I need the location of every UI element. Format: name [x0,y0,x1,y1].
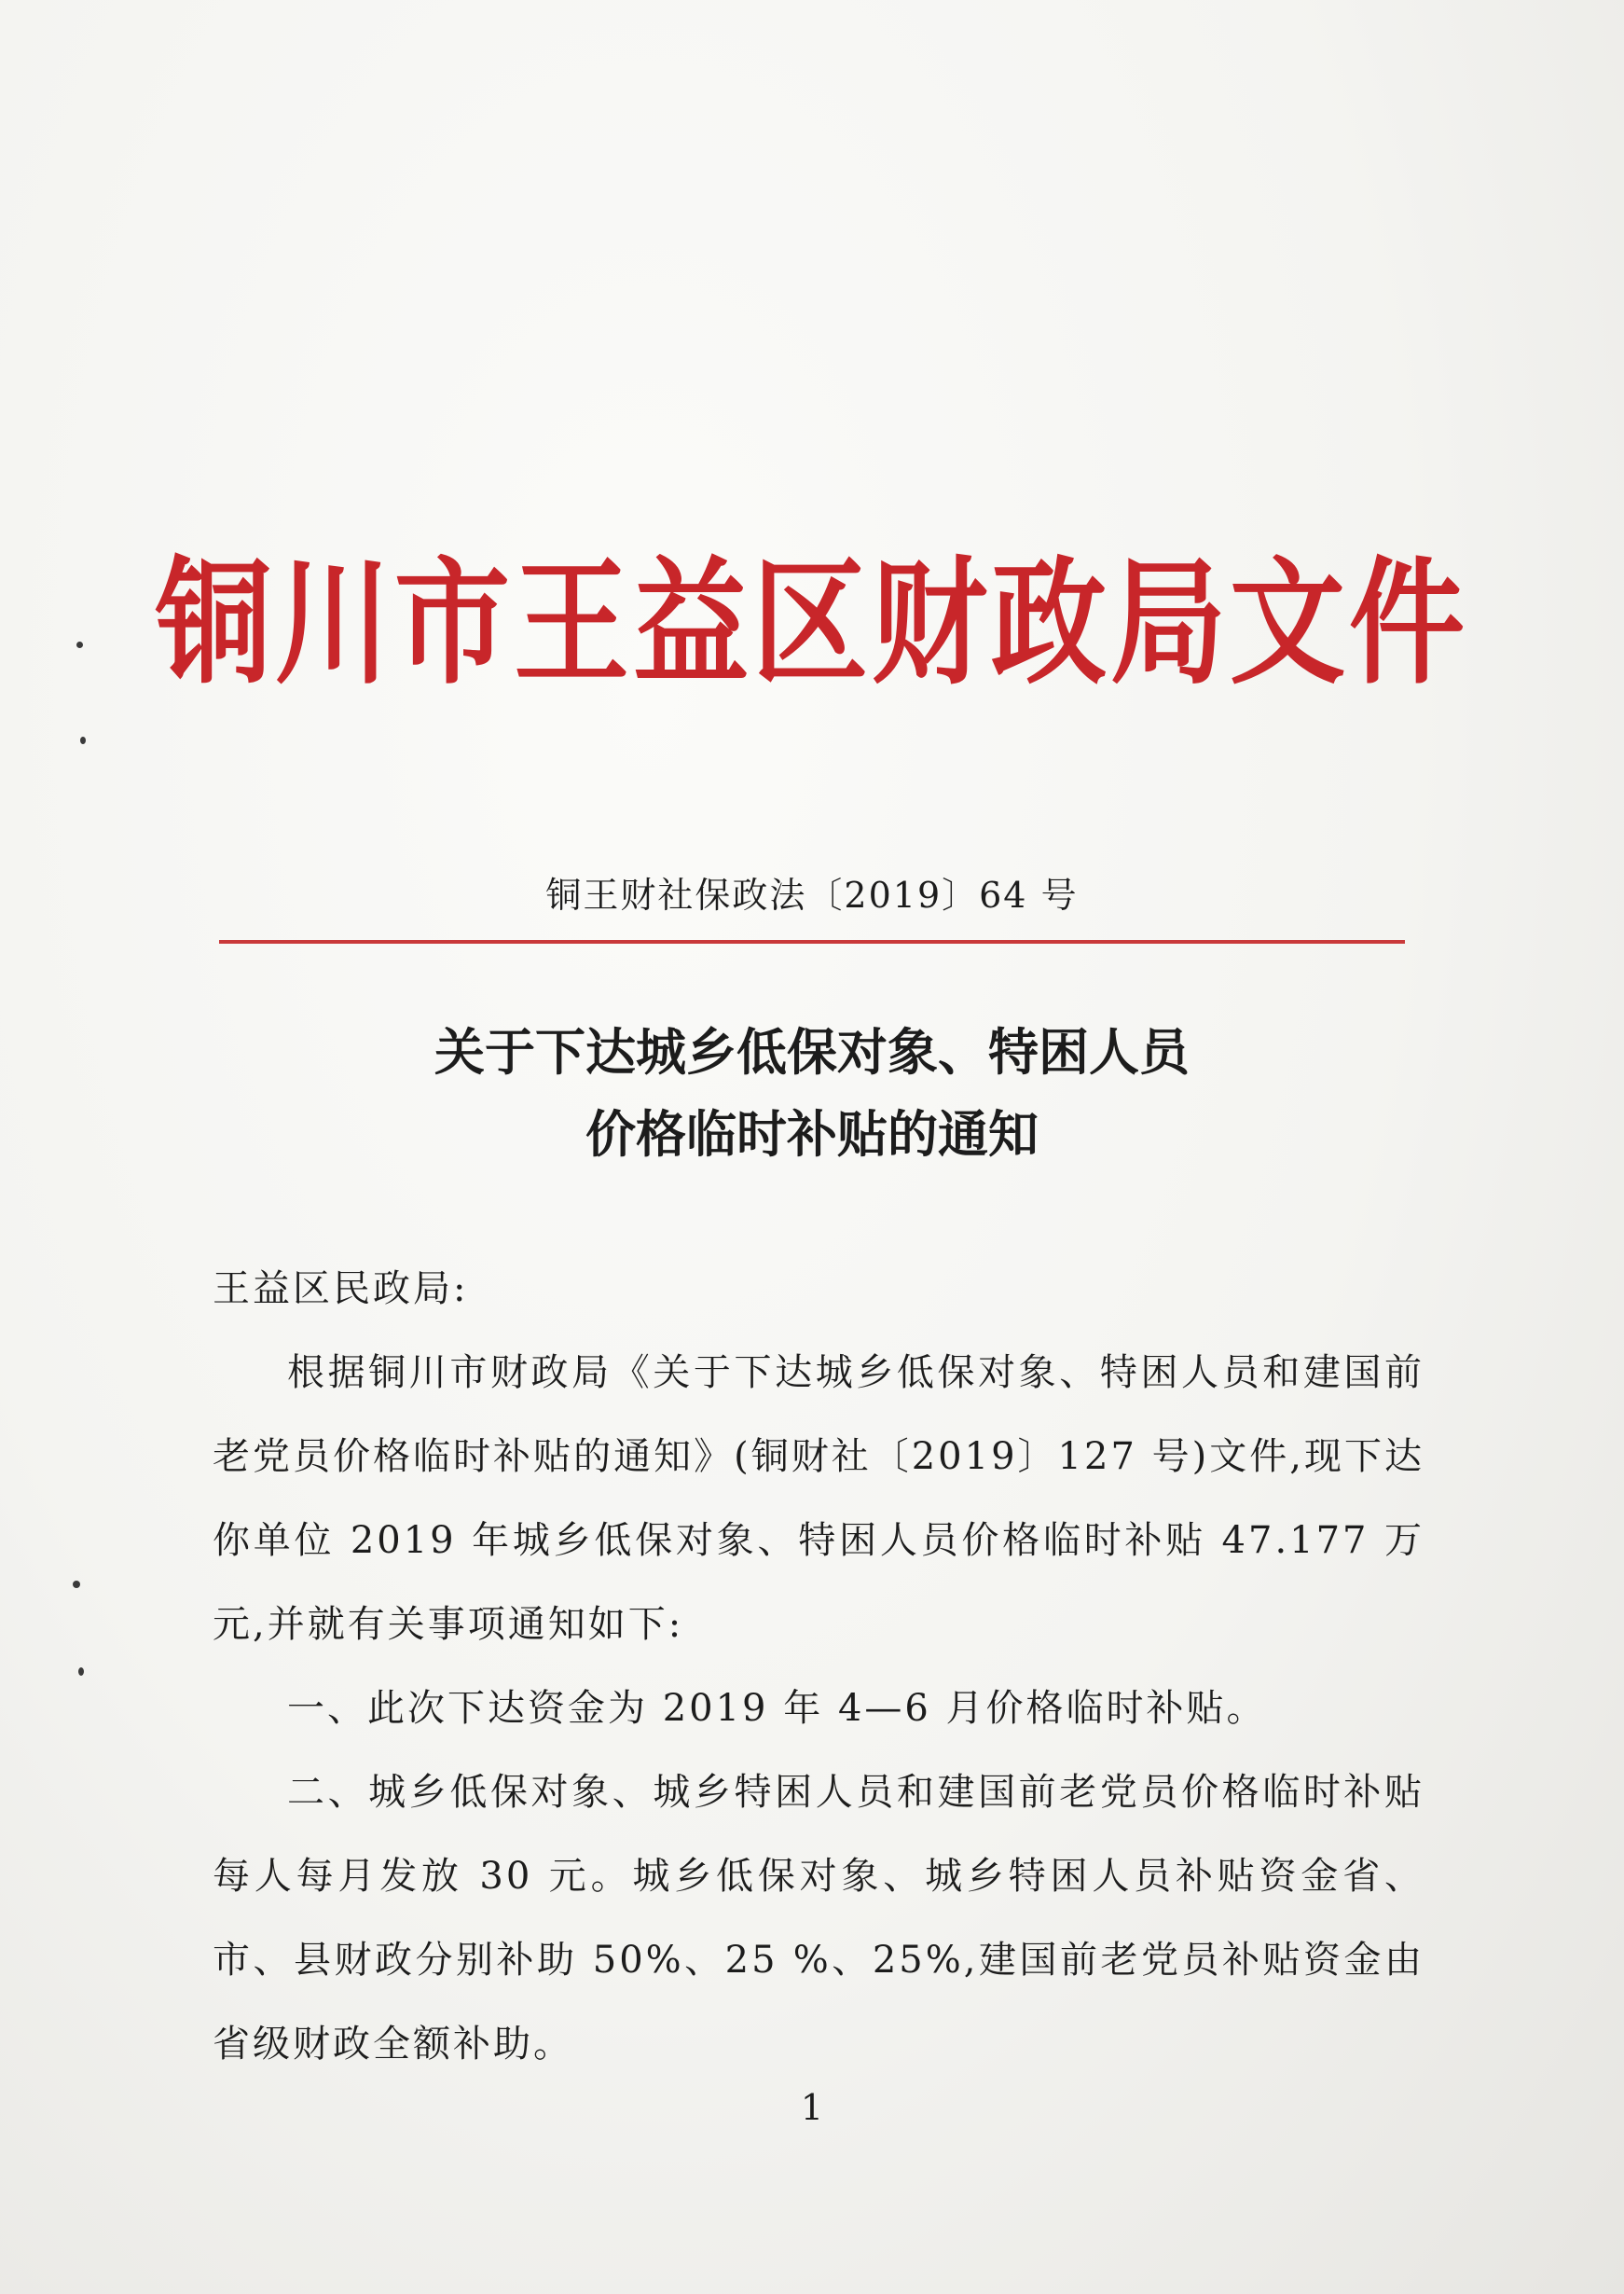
notice-title-line-1: 关于下达城乡低保对象、特困人员 [434,1023,1190,1082]
punch-hole-mark-1 [76,642,83,648]
body-item-1: 一、此次下达资金为 2019 年 4—6 月价格临时补贴。 [287,1687,1267,1730]
salutation: 王益区民政局: [213,1267,469,1310]
document-number: 铜王财社保政法〔2019〕64 号 [545,875,1079,916]
page-number: 1 [800,2087,824,2128]
body-paragraph-1: 根据铜川市财政局《关于下达城乡低保对象、特困人员和建国前老党员价格临时补贴的通知》(铜财社〔2019〕127 号)文件,现下达你单位 2019 年城乡低保对象、特困人员价格临时补贴 47.177 万元,并就有关事项通知如下: [213,1351,1424,1646]
document-header-title: 铜川市王益区财政局文件 [155,545,1468,704]
punch-hole-mark-4 [78,1667,84,1676]
notice-title [0,1012,1624,1176]
punch-hole-mark-3 [73,1581,80,1588]
notice-title-line-2: 价格临时补贴的通知 [585,1105,1039,1164]
notice-body [213,1247,1424,2086]
body-item-2: 二、城乡低保对象、城乡特困人员和建国前老党员价格临时补贴每人每月发放 30 元。城乡低保对象、城乡特困人员补贴资金省、市、县财政分别补助 50%、25 %、25%,建国前老党员补贴资金由省级财政全额补助。 [213,1771,1424,2066]
punch-hole-mark-2 [80,737,86,744]
red-divider-line [219,940,1405,944]
